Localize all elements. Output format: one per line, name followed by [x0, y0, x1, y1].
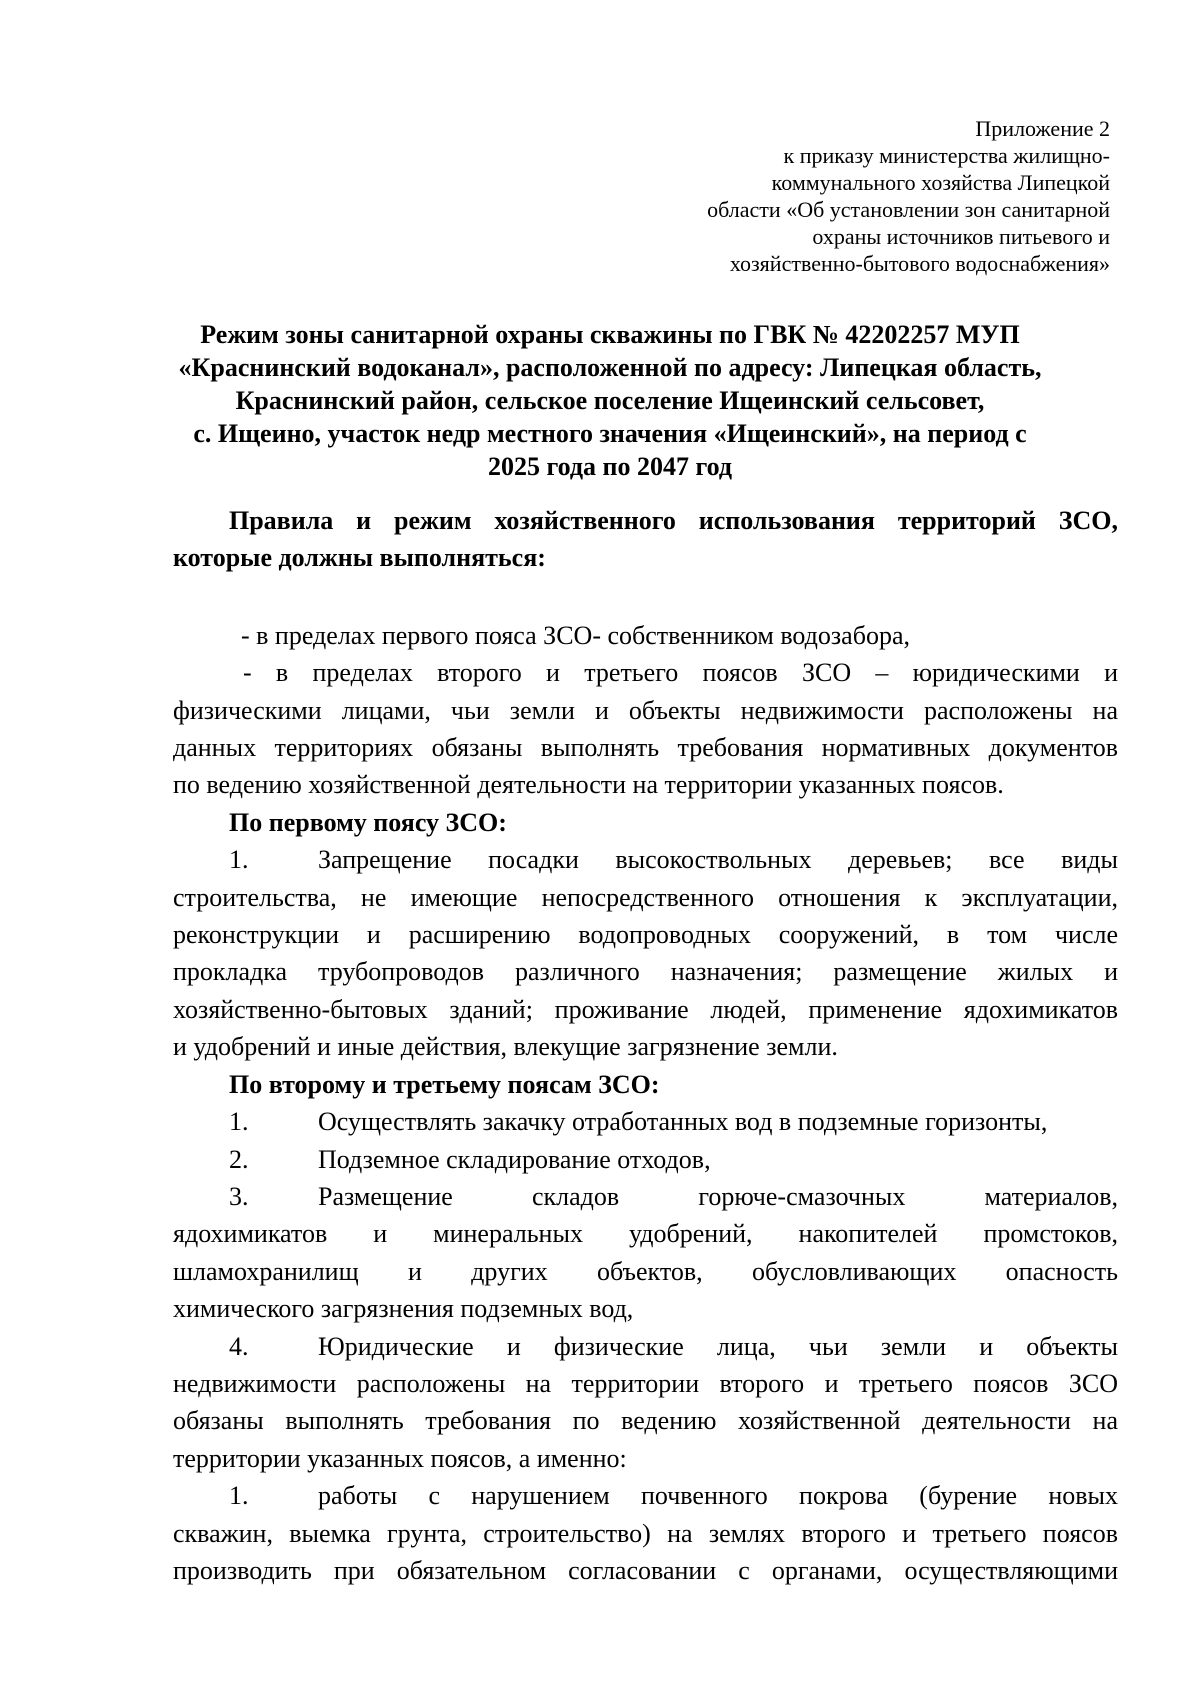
bullet-first-zone: - в пределах первого пояса ЗСО- собственником водозабора, [241, 620, 910, 650]
zone23-item4-line1: Юридические и физические лица, чьи земли и объекты [318, 1331, 1118, 1361]
zone23-item3-row [173, 1178, 1118, 1215]
bullet-second-zone-line4: по ведению хозяйственной деятельности на территории указанных поясов. [173, 770, 1004, 800]
zone23-sub1-line2: скважин, выемка грунта, строительство) на землях второго и третьего поясов [173, 1518, 1118, 1548]
appendix-line: к приказу министерства жилищно- [783, 143, 1110, 168]
appendix-line: хозяйственно-бытового водоснабжения» [729, 251, 1110, 276]
title-line: Режим зоны санитарной охраны скважины по ГВК № 42202257 МУП [200, 320, 1020, 349]
appendix-line: области «Об установлении зон санитарной [707, 197, 1110, 222]
list-number: 1. [229, 1107, 249, 1137]
zone1-heading: По первому поясу ЗСО: [229, 807, 507, 837]
zone1-item1-line2: строительства, не имеющие непосредственного отношения к эксплуатации, [173, 882, 1118, 912]
zone1-item1-line4: прокладка трубопроводов различного назначения; размещение жилых и [173, 957, 1118, 987]
zone23-item3-line4: химического загрязнения подземных вод, [173, 1294, 634, 1324]
zone23-item4-row [173, 1328, 1118, 1365]
zone23-item1-row [173, 1103, 1118, 1140]
zone23-item3-line3: шламохранилищ и других объектов, обусловливающих опасность [173, 1256, 1118, 1286]
document-title [150, 318, 1070, 483]
title-line: 2025 года по 2047 год [487, 452, 733, 481]
zone23-heading: По второму и третьему поясам ЗСО: [229, 1069, 660, 1099]
zone1-item1-row [173, 841, 1118, 878]
document-body [173, 502, 1118, 1589]
appendix-header [550, 115, 1110, 277]
zone23-item3-line1: Размещение складов горюче-смазочных материалов, [318, 1181, 1118, 1211]
zone1-item1-line3: реконструкции и расширению водопроводных сооружений, в том числе [173, 920, 1118, 950]
appendix-line: Приложение 2 [975, 116, 1110, 141]
bullet-second-zone-line3: данных территориях обязаны выполнять требования нормативных документов [173, 733, 1118, 763]
zone23-item2-text: Подземное складирование отходов, [318, 1144, 711, 1174]
list-number: 1. [229, 1481, 249, 1511]
title-line: Краснинский район, сельское поселение Ищеинский сельсовет, [235, 386, 985, 415]
zone1-item1-line5: хозяйственно-бытовых зданий; проживание людей, применение ядохимикатов [173, 994, 1118, 1024]
list-number: 1. [229, 845, 249, 875]
appendix-line: охраны источников питьевого и [812, 224, 1110, 249]
title-line: «Краснинский водоканал», расположенной по адресу: Липецкая область, [178, 353, 1042, 382]
zone23-sub1-line1: работы с нарушением почвенного покрова (бурение новых [318, 1481, 1118, 1511]
zone1-item1-line1: Запрещение посадки высокоствольных деревьев; все виды [318, 845, 1118, 875]
rules-heading-line2: которые должны выполняться: [173, 543, 546, 573]
rules-heading-line1: Правила и режим хозяйственного использования территорий ЗСО, [229, 506, 1118, 535]
list-number: 2. [229, 1144, 249, 1174]
zone23-item3-line2: ядохимикатов и минеральных удобрений, накопителей промстоков, [173, 1219, 1118, 1249]
zone23-item2-row [173, 1141, 1118, 1178]
zone23-item1-text: Осуществлять закачку отработанных вод в подземные горизонты, [318, 1107, 1048, 1137]
zone23-sub1-row [173, 1477, 1118, 1514]
zone23-item4-line3: обязаны выполнять требования по ведению хозяйственной деятельности на [173, 1406, 1118, 1436]
appendix-line: коммунального хозяйства Липецкой [771, 170, 1110, 195]
zone23-item4-line4: территории указанных поясов, а именно: [173, 1443, 627, 1473]
list-number: 4. [229, 1331, 249, 1361]
bullet-second-zone-line2: физическими лицами, чьи земли и объекты недвижимости расположены на [173, 695, 1118, 725]
zone23-item4-line2: недвижимости расположены на территории второго и третьего поясов ЗСО [173, 1368, 1118, 1398]
spacer [173, 577, 1118, 617]
list-number: 3. [229, 1181, 249, 1211]
zone1-item1-line6: и удобрений и иные действия, влекущие загрязнение земли. [173, 1032, 838, 1062]
bullet-second-zone-line1: - в пределах второго и третьего поясов ЗСО – юридическими и [243, 658, 1118, 688]
zone23-sub1-line3: производить при обязательном согласовании с органами, осуществляющими [173, 1555, 1118, 1585]
title-line: с. Ищеино, участок недр местного значения «Ищеинский», на период с [193, 419, 1027, 448]
